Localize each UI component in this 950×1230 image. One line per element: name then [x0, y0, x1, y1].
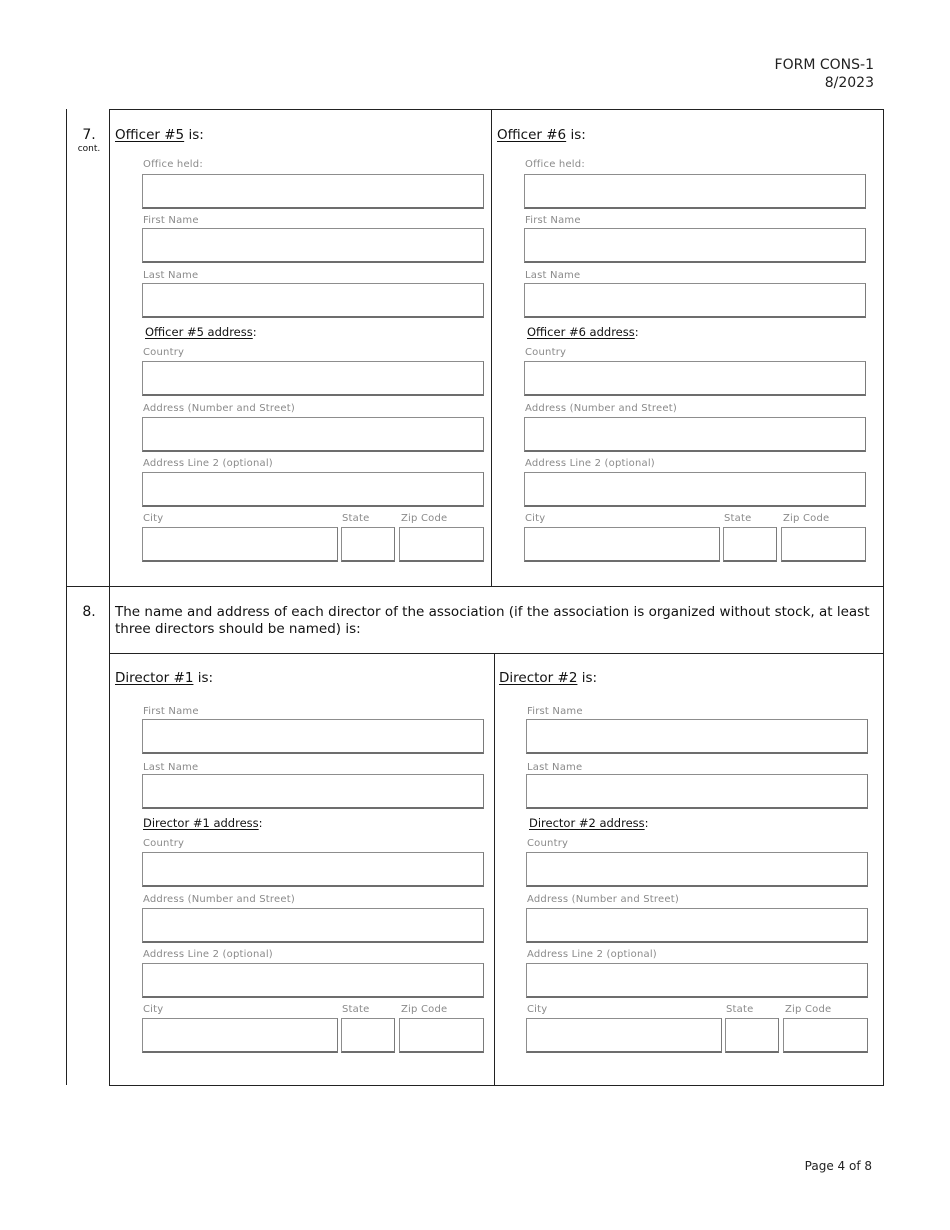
director1-title: Director #1 is: — [115, 670, 214, 686]
director1-state-input[interactable] — [341, 1018, 395, 1053]
officer6-first-name-input[interactable] — [524, 228, 866, 263]
officer6-first-name-label: First Name — [525, 215, 581, 226]
director1-address2-input[interactable] — [142, 963, 484, 998]
director2-address-label: Address (Number and Street) — [527, 894, 679, 905]
officer5-first-name-label: First Name — [143, 215, 199, 226]
officer6-last-name-input[interactable] — [524, 283, 866, 318]
table-left-border — [109, 109, 110, 1086]
officer5-country-input[interactable] — [142, 361, 484, 396]
officer6-state-label: State — [724, 513, 752, 524]
officer6-title: Officer #6 is: — [497, 127, 586, 143]
director1-last-name-label: Last Name — [143, 762, 199, 773]
director2-address-input[interactable] — [526, 908, 868, 943]
director2-country-label: Country — [527, 838, 569, 849]
officer6-office-label: Office held: — [525, 159, 585, 170]
section7-column-divider — [491, 109, 492, 586]
director2-last-name-label: Last Name — [527, 762, 583, 773]
officer5-country-label: Country — [143, 347, 185, 358]
officer6-address-input[interactable] — [524, 417, 866, 452]
officer5-office-input[interactable] — [142, 174, 484, 209]
table-right-border — [883, 109, 884, 1086]
officer5-title: Officer #5 is: — [115, 127, 204, 143]
officer6-zip-label: Zip Code — [783, 513, 830, 524]
director1-address-title: Director #1 address: — [143, 816, 263, 830]
officer6-address2-input[interactable] — [524, 472, 866, 507]
director1-address-input[interactable] — [142, 908, 484, 943]
section8-number: 8. — [82, 604, 96, 620]
officer5-state-label: State — [342, 513, 370, 524]
page-number: Page 4 of 8 — [804, 1159, 872, 1173]
director1-city-label: City — [143, 1004, 164, 1015]
director1-address-label: Address (Number and Street) — [143, 894, 295, 905]
officer6-last-name-label: Last Name — [525, 270, 581, 281]
officer5-city-input[interactable] — [142, 527, 338, 562]
director2-zip-label: Zip Code — [785, 1004, 832, 1015]
officer6-address-label: Address (Number and Street) — [525, 403, 677, 414]
intro-divider — [109, 653, 884, 654]
section8-intro: The name and address of each director of the association (if the association is organized without stock, at least three directors should be named) is: — [115, 604, 870, 637]
director2-zip-input[interactable] — [783, 1018, 868, 1053]
officer6-address2-label: Address Line 2 (optional) — [525, 458, 655, 469]
director2-address2-label: Address Line 2 (optional) — [527, 949, 657, 960]
director1-zip-label: Zip Code — [401, 1004, 448, 1015]
officer5-zip-input[interactable] — [399, 527, 484, 562]
director2-state-input[interactable] — [725, 1018, 779, 1053]
officer5-address-title: Officer #5 address: — [145, 325, 257, 339]
director2-title: Director #2 is: — [499, 670, 598, 686]
director1-last-name-input[interactable] — [142, 774, 484, 809]
director1-country-input[interactable] — [142, 852, 484, 887]
section-divider — [66, 586, 884, 587]
director1-city-input[interactable] — [142, 1018, 338, 1053]
form-header — [775, 56, 874, 92]
officer5-address2-input[interactable] — [142, 472, 484, 507]
officer6-zip-input[interactable] — [781, 527, 866, 562]
officer6-city-label: City — [525, 513, 546, 524]
director2-first-name-input[interactable] — [526, 719, 868, 754]
director2-address-title: Director #2 address: — [529, 816, 649, 830]
officer5-address2-label: Address Line 2 (optional) — [143, 458, 273, 469]
section7-number: 7. cont. — [70, 127, 108, 154]
director1-zip-input[interactable] — [399, 1018, 484, 1053]
form-id: FORM CONS-1 — [774, 57, 874, 73]
form-date: 8/2023 — [824, 75, 874, 91]
officer5-office-label: Office held: — [143, 159, 203, 170]
director1-address2-label: Address Line 2 (optional) — [143, 949, 273, 960]
officer5-last-name-label: Last Name — [143, 270, 199, 281]
director1-first-name-label: First Name — [143, 706, 199, 717]
officer5-city-label: City — [143, 513, 164, 524]
director2-first-name-label: First Name — [527, 706, 583, 717]
officer6-city-input[interactable] — [524, 527, 720, 562]
director2-country-input[interactable] — [526, 852, 868, 887]
officer6-office-input[interactable] — [524, 174, 866, 209]
director2-state-label: State — [726, 1004, 754, 1015]
officer6-country-input[interactable] — [524, 361, 866, 396]
section7-cont: cont. — [77, 144, 101, 154]
director2-city-label: City — [527, 1004, 548, 1015]
director2-last-name-input[interactable] — [526, 774, 868, 809]
director1-state-label: State — [342, 1004, 370, 1015]
officer5-address-input[interactable] — [142, 417, 484, 452]
officer5-address-label: Address (Number and Street) — [143, 403, 295, 414]
table-top-border — [109, 109, 884, 110]
director2-address2-input[interactable] — [526, 963, 868, 998]
director1-country-label: Country — [143, 838, 185, 849]
officer6-address-title: Officer #6 address: — [527, 325, 639, 339]
table-bottom-border — [109, 1085, 884, 1086]
director1-first-name-input[interactable] — [142, 719, 484, 754]
section8-column-divider — [494, 653, 495, 1085]
officer6-country-label: Country — [525, 347, 567, 358]
officer5-zip-label: Zip Code — [401, 513, 448, 524]
officer6-state-input[interactable] — [723, 527, 777, 562]
left-margin-rule — [66, 109, 67, 1085]
officer5-last-name-input[interactable] — [142, 283, 484, 318]
officer5-state-input[interactable] — [341, 527, 395, 562]
director2-city-input[interactable] — [526, 1018, 722, 1053]
officer5-first-name-input[interactable] — [142, 228, 484, 263]
